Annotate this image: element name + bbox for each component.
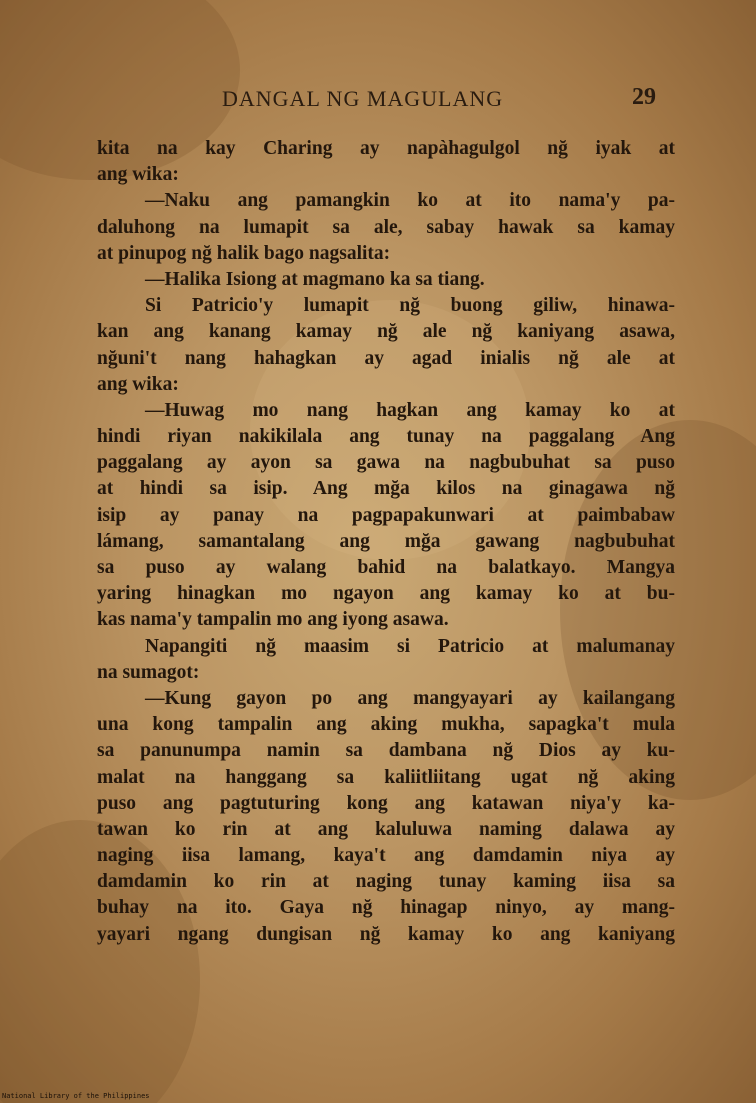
text-line: damdamin ko rin at naging tunay kaming iisa sa <box>97 871 675 893</box>
text-line: ang wika: <box>97 373 179 395</box>
text-line: yaring hinagkan mo ngayon ang kamay ko at bu- <box>97 583 675 605</box>
text-line: puso ang pagtuturing kong ang katawan niya'y ka- <box>97 792 675 814</box>
text-line: —Kung gayon po ang mangyayari ay kailangang <box>145 687 675 709</box>
text-line: isip ay panay na pagpapakunwari at paimbabaw <box>97 504 675 526</box>
text-line: —Halika Isiong at magmano ka sa tiang. <box>145 268 485 290</box>
text-line: ang wika: <box>97 164 179 186</box>
text-line: kas nama'y tampalin mo ang iyong asawa. <box>97 609 449 631</box>
text-line: naging iisa lamang, kaya't ang damdamin niya ay <box>97 845 675 867</box>
page-header <box>0 86 756 116</box>
text-line: Napangiti nğ maasim si Patricio at malumanay <box>145 635 675 657</box>
text-line: hindi riyan nakikilala ang tunay na paggalang Ang <box>97 426 675 448</box>
text-line: malat na hanggang sa kaliitliitang ugat nğ aking <box>97 766 675 788</box>
text-line: kan ang kanang kamay nğ ale nğ kaniyang asawa, <box>97 321 675 343</box>
text-line: at hindi sa isip. Ang mğa kilos na ginagawa nğ <box>97 478 675 500</box>
text-line: una kong tampalin ang aking mukha, sapagka't mula <box>97 714 675 736</box>
text-line: sa panunumpa namin sa dambana nğ Dios ay ku- <box>97 740 675 762</box>
text-line: Si Patricio'y lumapit nğ buong giliw, hinawa- <box>145 295 675 317</box>
text-line: at pinupog nğ halik bago nagsalita: <box>97 242 391 264</box>
text-line: lámang, samantalang ang mğa gawang nagbubuhat <box>97 530 675 552</box>
text-line: kita na kay Charing ay napàhagulgol nğ iyak at <box>97 138 675 159</box>
text-line: —Huwag mo nang hagkan ang kamay ko at <box>145 399 675 421</box>
text-line: paggalang ay ayon sa gawa na nagbubuhat sa puso <box>97 452 675 474</box>
library-credit: National Library of the Philippines <box>2 1092 150 1100</box>
text-line: —Naku ang pamangkin ko at ito nama'y pa- <box>145 190 675 212</box>
text-line: yayari ngang dungisan nğ kamay ko ang kaniyang <box>97 923 675 945</box>
text-line: sa puso ay walang bahid na balatkayo. Mangya <box>97 557 675 578</box>
text-line: tawan ko rin at ang kaluluwa naming dalawa ay <box>97 818 675 840</box>
text-line: na sumagot: <box>97 661 200 683</box>
running-title: DANGAL NG MAGULANG <box>222 86 504 111</box>
text-line: nğuni't nang hahagkan ay agad inialis nğ ale at <box>97 347 675 369</box>
page-number: 29 <box>632 84 656 110</box>
body-text <box>97 136 675 948</box>
text-line: daluhong na lumapit sa ale, sabay hawak sa kamay <box>97 216 675 238</box>
text-line: buhay na ito. Gaya nğ hinagap ninyo, ay mang- <box>97 897 675 919</box>
